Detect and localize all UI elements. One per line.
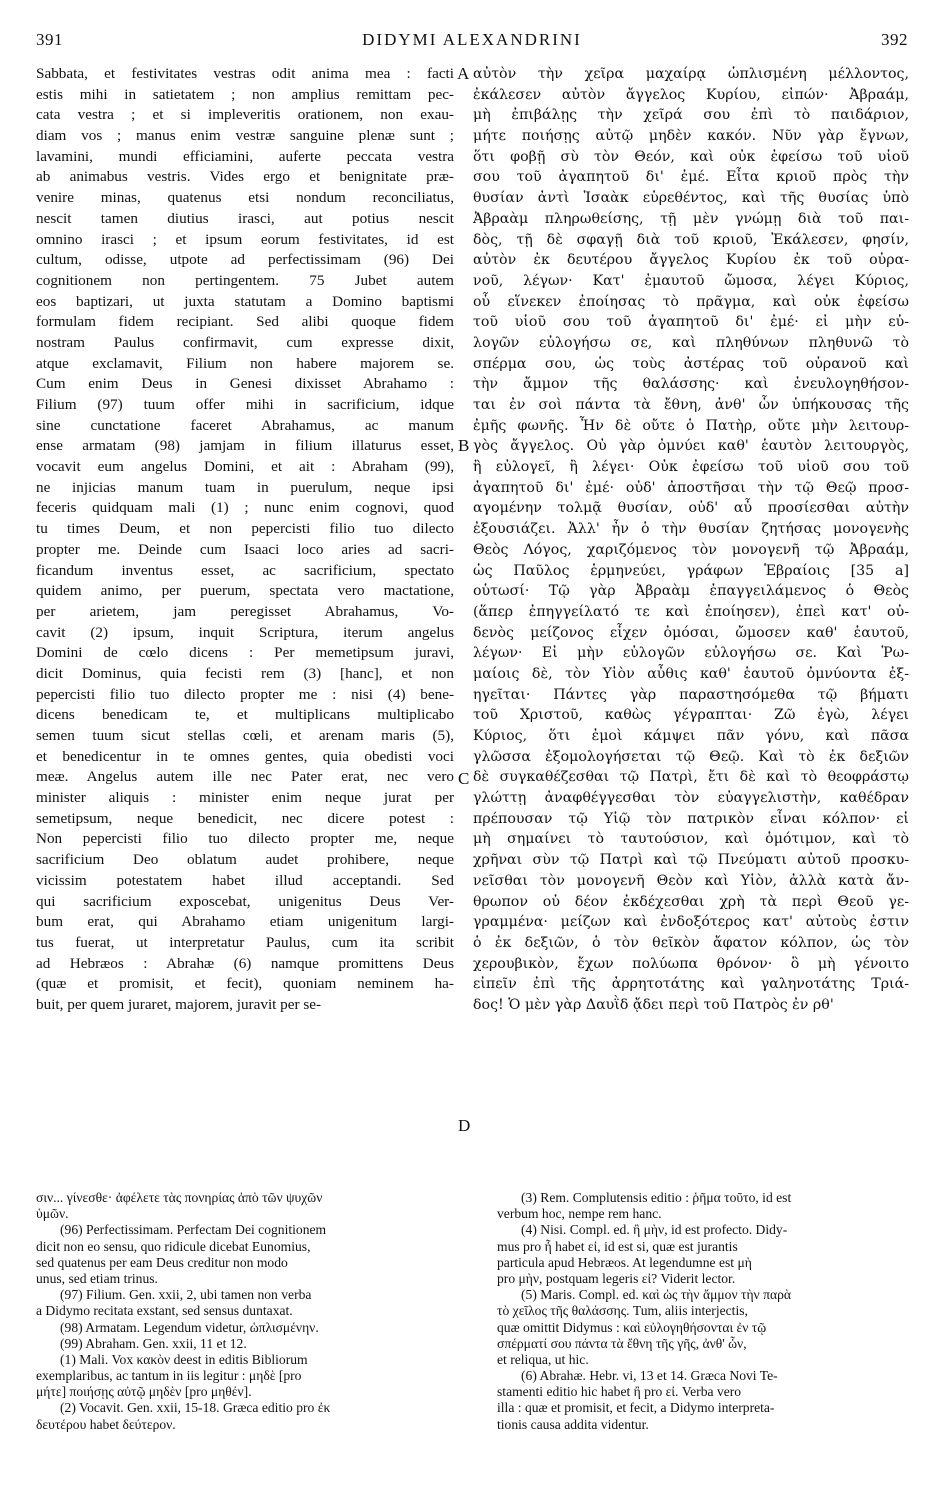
- text-line: qui sacrificium exposcebat, unigenitus Deus Ver-: [36, 892, 454, 910]
- text-line: νεῖσθαι τὸν μονογενῆ Θεὸν καὶ Υἱὸν, ἀλλὰ κατὰ ἄν-: [473, 872, 909, 889]
- text-line: sacrificium Deo oblatum audet prohibere, neque: [36, 851, 454, 869]
- text-line: cata vestra ; et si impleveritis orationem, non exau-: [36, 106, 454, 124]
- text-line: Θεὸς Λόγος, χαριζόμενος τὸν μονογενῆ τῷ Ἀβραάμ,: [473, 541, 909, 558]
- text-line: ἢ εὐλογεῖ, ἢ λέγει· Οὐκ ἐφείσω τοῦ υἱοῦ σου τοῦ: [473, 459, 909, 476]
- margin-marker-b: B: [458, 436, 470, 455]
- footnote-line: (5) Maris. Compl. ed. καὶ ὡς τὴν ἄμμον τὴν παρὰ: [521, 1287, 791, 1303]
- text-line: Ἀβραὰμ πληρωθείσης, τῇ μὲν γνώμῃ διὰ τοῦ παι-: [473, 210, 909, 227]
- text-line: θρωπον οὐ δέον ἐκδέχεσθαι χρὴ τὰ περὶ Θεοῦ γε-: [473, 893, 909, 910]
- text-line: venire minas, quatenus etsi nondum reconciliatus,: [36, 189, 454, 207]
- text-line: Domini de cœlo dicens : Per memetipsum juravi,: [36, 644, 454, 662]
- text-line: αὐτὸν τὴν χεῖρα μαχαίρᾳ ὡπλισμένη μέλλοντος,: [473, 66, 909, 82]
- text-line: semen tuum sicut stellas cœli, et arenam maris (5),: [36, 727, 454, 744]
- text-line: σπέρμα σου, ὡς τοὺς ἀστέρας τοῦ οὐρανοῦ καὶ: [473, 355, 909, 372]
- text-line: meæ. Angelus autem ille nec Pater erat, nec vero: [36, 768, 454, 786]
- footnote-line: et reliqua, ut hic.: [497, 1351, 589, 1367]
- text-line: quidem animo, per puerum, spectata vero mactatione,: [36, 582, 454, 600]
- text-line: nescit tamen diutius irasci, aut potius nescit: [36, 209, 454, 227]
- footnote-line: particula apud Hebræos. At legendumne est μὴ: [497, 1254, 752, 1270]
- text-line: cognitionem non pertingentem. 75 Jubet autem: [36, 271, 454, 289]
- footnote-line: mus pro ἦ habet εἰ, id est si, quæ est jurantis: [497, 1238, 738, 1254]
- text-line: vocavit eum angelus Domini, et ait : Abraham (99),: [36, 458, 454, 476]
- text-line: γλῶσσα ἐξομολογήσεται τῷ Θεῷ. Καὶ τὸ ἐκ δεξιῶν: [473, 748, 909, 765]
- text-line: δενὸς μείζονος εἶχεν ὀμόσαι, ὤμοσεν καθ' ἑαυτοῦ,: [473, 624, 909, 641]
- text-line: ὁ ἐκ δεξιῶν, ὁ τὸν θεῖκὸν ἄφατον κόλπον, ὡς τὸν: [473, 934, 909, 951]
- right-page-number: 392: [881, 30, 908, 49]
- text-line: formulam fidem recipiant. Sed alibi quoque fidem: [36, 313, 454, 331]
- text-line: ὡς Παῦλος ἑρμηνεύει, γράφων Ἑβραίοις [35 a]: [473, 562, 909, 579]
- text-line: minister aliquis : minister enim neque jurat per: [36, 789, 454, 807]
- footnote-line: (96) Perfectissimam. Perfectam Dei cognitionem: [60, 1222, 327, 1238]
- text-line: γὸς ἄγγελος. Οὐ γὰρ ὀμνύει καθ' ἑαυτὸν λειτουργὸς,: [473, 438, 909, 455]
- footnote-line: (1) Mali. Vox κακὸν deest in editis Bibliorum: [60, 1351, 308, 1367]
- text-line: πρέπουσαν τῷ Υἱῷ τὸν πατρικὸν εἶναι κόλπον· εἰ: [473, 810, 909, 827]
- footnote-line: exemplaribus, ac tantum in iis legitur : μηδὲ [pro: [36, 1368, 302, 1384]
- text-line: ηγεῖται· Πάντες γὰρ παραστησόμεθα τῷ βήματι: [473, 686, 909, 703]
- text-line: αὐτὸν ἐκ δευτέρου ἄγγελος Κυρίου ἐκ τοῦ οὐρα-: [473, 252, 909, 269]
- text-line: μὴ ἐπιβάλῃς τὴν χεῖρά σου ἐπὶ τὸ παιδάριον,: [473, 107, 909, 124]
- footnote-line: dicit non eo sensu, quo ridicule dicebat Eunomius,: [36, 1238, 311, 1254]
- text-line: vicissim potestatem habet illud acceptandi. Sed: [36, 871, 454, 889]
- footnote-line: verbum hoc, nempe rem hanc.: [497, 1206, 662, 1222]
- footnote-line: quæ omittit Didymus : καὶ εὐλογηθήσονται ἐν τῷ: [497, 1319, 767, 1335]
- footnote-line: σιν... γίνεσθε· ἀφέλετε τὰς πονηρίας ἀπὸ τῶν ψυχῶν: [36, 1190, 323, 1205]
- text-line: ἐξουσιάζει. Ἀλλ' ἦν ὁ τὴν θυσίαν ζητήσας μονογενὴς: [473, 521, 909, 538]
- text-line: propter me. Deinde cum Isaaci loco aries ad sacri-: [36, 540, 454, 558]
- page-header: [36, 30, 908, 54]
- left-page-number: 391: [36, 30, 63, 49]
- footnote-line: a Didymo recitata exstant, sed sensus duntaxat.: [36, 1303, 293, 1319]
- footnote-line: sed quatenus per eam Deus creditur non modo: [36, 1254, 288, 1270]
- text-line: τοῦ Χριστοῦ, καθὼς γέγραπται· Ζῶ ἐγὼ, λέγει: [473, 707, 909, 724]
- footnote-line: μήτε] ποιήσῃς αὐτῷ μηδὲν [pro μηθέν].: [36, 1384, 252, 1400]
- footnote-line: (99) Abraham. Gen. xxii, 11 et 12.: [60, 1335, 247, 1351]
- latin-text-column: [36, 64, 454, 1016]
- text-line: cavit (2) ipsum, inquit Scriptura, iterum angelus: [36, 623, 454, 641]
- footnotes-right: [497, 1190, 909, 1433]
- footnote-line: (4) Nisi. Compl. ed. ἢ μὴν, id est profecto. Didy-: [521, 1222, 788, 1238]
- footnote-line: (2) Vocavit. Gen. xxii, 15-18. Græca editio pro ἐκ: [60, 1400, 331, 1416]
- text-line: οὑτωσί· Τῷ γὰρ Ἀβραὰμ ἐπαγγειλάμενος ὁ Θεὸς: [473, 583, 909, 600]
- text-line: μήτε ποιήσῃς αὐτῷ μηδὲν κακόν. Νῦν γὰρ ἔγνων,: [473, 128, 909, 145]
- footnote-line: ὑμῶν.: [36, 1206, 69, 1222]
- text-line: μαίοις δὲ, τὸν Υἱὸν αὖθις καθ' ἑαυτοῦ ὀμνύοντα ἐξ-: [473, 665, 909, 682]
- text-line: ται ἐν σοὶ πάντα τὰ ἔθνη, ἀνθ' ὧν ὑπήκουσας τῆς: [473, 397, 909, 413]
- text-line: dicit Dominus, quia fecisti rem (3) [hanc], et non: [36, 664, 454, 682]
- text-line: ἐκάλεσεν αὐτὸν ἄγγελος Κυρίου, εἰπών· Ἀβραάμ,: [473, 86, 909, 103]
- text-line: ad Hebræos : Abrahæ (6) namque promittens Deus: [36, 954, 454, 972]
- text-line: ne injicias manum tuam in puerulum, neque ipsi: [36, 478, 454, 496]
- text-line: (ἅπερ ἐπηγγείλατό τε καὶ ἐποίησεν), ἐπεὶ κατ' οὐ-: [473, 603, 909, 620]
- text-line: χερουβικὸν, ἔχων πολύωπα θρόνον· ὃ μὴ γένοιτο: [473, 955, 909, 972]
- text-line: ficandum inventus esset, ac sacrificium, spectato: [36, 561, 454, 579]
- text-line: dicens benedicam te, et multiplicans multiplicabo: [36, 706, 454, 724]
- text-line: nostram Paulus confirmavit, cum expresse dixit,: [36, 333, 454, 351]
- text-line: δὸς, τῇ δὲ σφαγῇ διὰ τοῦ κριοῦ, Ἐκάλεσεν, φησίν,: [473, 231, 909, 248]
- text-line: Κύριος, ὅτι ἐμοὶ κάμψει πᾶν γόνυ, καὶ πᾶσα: [473, 728, 909, 744]
- text-line: sine cunctatione faceret Abrahamus, ac manum: [36, 416, 454, 434]
- footnotes-left: [36, 1190, 456, 1433]
- text-line: οὗ εἵνεκεν ἐποίησας τὸ πρᾶγμα, καὶ οὐκ ἐφείσω: [473, 293, 909, 310]
- text-line: ense armatam (98) jamjam in filium illaturus esset,: [36, 437, 454, 455]
- text-line: tu times Deum, et non pepercisti filio tuo dilecto: [36, 520, 454, 538]
- text-line: et benedicentur in te omnes gentes, quia obedisti voci: [36, 747, 454, 765]
- footnote-line: (6) Abrahæ. Hebr. vi, 13 et 14. Græca Novi Te-: [521, 1368, 778, 1384]
- text-line: Filium (97) tuum offer mihi in sacrificium, idque: [36, 396, 454, 413]
- text-line: νοῦ, λέγων· Κατ' ἐμαυτοῦ ὤμοσα, λέγει Κύριος,: [473, 272, 909, 289]
- text-line: εἰπεῖν ἐπὶ τῆς ἀρρητοτάτης καὶ γαληνοτάτης Τριά-: [473, 976, 909, 993]
- text-line: λέγων· Εἰ μὴν εὐλογῶν εὐλογήσω σε. Καὶ Ῥω-: [473, 645, 909, 662]
- text-line: atque exclamavit, Filium non habere majorem se.: [36, 354, 454, 372]
- footnote-line: unus, sed etiam trinus.: [36, 1270, 158, 1286]
- text-line: τὴν ἄμμον τῆς θαλάσσης· καὶ ἐνευλογηθήσον-: [473, 376, 909, 393]
- text-line: χρῆναι σὺν τῷ Πατρὶ καὶ τῷ Πνεύματι αὐτοῦ προσκυ-: [473, 852, 909, 869]
- text-line: estis mihi in satietatem ; non amplius remittam pec-: [36, 85, 454, 103]
- footnote-line: stamenti editio hic habet ἢ pro εἰ. Verba vero: [497, 1384, 742, 1400]
- text-line: bum erat, qui Abrahamo etiam unigenitum largi-: [36, 913, 454, 931]
- text-line: δος! Ὁ μὲν γὰρ Δαυῒδ ᾄδει περὶ τοῦ Πατρὸς ἐν ρθ': [473, 996, 834, 1013]
- text-line: θυσίαν ἀντὶ Ἰσαὰκ εὑρεθέντος, καὶ τῆς θυσίας ὑπὸ: [473, 190, 909, 207]
- text-line: ἐμῆς φωνῆς. Ἦν δὲ οὔτε ὁ Πατὴρ, οὔτε μὴν λειτουρ-: [473, 417, 909, 434]
- text-line: omnino irasci ; et ipsum eorum festivitates, id est: [36, 230, 454, 248]
- margin-marker-d: D: [458, 1116, 471, 1135]
- text-line: Sabbata, et festivitates vestras odit anima mea : facti: [36, 65, 454, 82]
- footnote-line: τὸ χεῖλος τῆς θαλάσσης. Tum, aliis interjectis,: [497, 1303, 748, 1319]
- text-line: buit, per quem juraret, majorem, juravit per se-: [36, 995, 322, 1013]
- footnote-line: δευτέρου habet δεύτερον.: [36, 1416, 176, 1432]
- footnote-line: (98) Armatam. Legendum videtur, ὡπλισμένην.: [60, 1319, 319, 1335]
- text-line: semetipsum, neque benedicit, nec dicere potest :: [36, 809, 454, 827]
- text-line: λογῶν εὐλογήσω σε, καὶ πληθύνων πληθυνῶ τὸ: [473, 334, 909, 351]
- margin-marker-c: C: [458, 769, 470, 788]
- text-line: feceris quidquam mali (1) ; nunc enim cognovi, quod: [36, 499, 454, 517]
- footnote-line: (97) Filium. Gen. xxii, 2, ubi tamen non verba: [60, 1287, 312, 1303]
- text-line: diam vos ; manus enim vestræ sanguine plenæ sunt ;: [36, 127, 454, 145]
- text-line: μὴ σημαίνει τὸ ταυτούσιον, καὶ ὁμότιμον, καὶ τὸ: [473, 831, 909, 848]
- margin-marker-a: A: [457, 64, 470, 83]
- running-title: DIDYMI ALEXANDRINI: [362, 30, 582, 49]
- text-line: (quæ et promisit, et fecit), quoniam neminem ha-: [36, 975, 454, 993]
- text-line: ὅτι φοβῇ σὺ τὸν Θεόν, καὶ οὐκ ἐφείσω τοῦ υἱοῦ: [473, 148, 909, 165]
- text-line: pepercisti filio tuo dilecto propter me : nisi (4) bene-: [36, 685, 454, 703]
- text-line: lavamini, mundi efficiamini, auferte peccata vestra: [36, 147, 454, 165]
- text-line: per arietem, jam peregisset Abrahamus, Vo-: [36, 602, 454, 620]
- text-line: αγομένην τολμᾷ θυσίαν, οὐδ' αὖ προσίεσθαι αὐτὴν: [473, 500, 909, 517]
- text-line: δὲ συγκαθέζεσθαι τῷ Πατρὶ, ἔτι δὲ καὶ τὸ θεοφράστῳ: [473, 769, 909, 786]
- footnote-line: σπέρματί σου πάντα τὰ ἔθνη τῆς γῆς, ἀνθ' ὧν,: [497, 1335, 747, 1351]
- text-line: σου τοῦ ἀγαπητοῦ δι' ἐμέ. Εἶτα κριοῦ πρὸς τὴν: [473, 169, 909, 186]
- text-line: cultum, odisse, utpote ad perfectissimam (96) Dei: [36, 251, 454, 269]
- text-line: γλώττῃ ἀναφθέγγεσθαι τὸν εὐαγγελιστὴν, καθέδραν: [473, 790, 909, 807]
- footnote-line: tionis causa addita videntur.: [497, 1416, 649, 1432]
- text-line: tus fuerat, ut interpretatur Paulus, cum ita scribit: [36, 933, 454, 951]
- text-line: ab animabus vestris. Vides ergo et benignitate præ-: [36, 168, 454, 186]
- footnote-line: illa : quæ et promisit, et fecit, a Didymo interpreta-: [497, 1400, 775, 1416]
- text-line: γραμμένα· μείζων καὶ ἐνδοξότερος κατ' αὐτοὺς ἐστιν: [473, 914, 909, 931]
- text-line: Non pepercisti filio tuo dilecto propter me, neque: [36, 830, 454, 848]
- greek-text-column: [473, 64, 909, 1016]
- footnote-line: pro μὴν, postquam legeris εἰ? Viderit lector.: [497, 1270, 736, 1286]
- footnote-line: (3) Rem. Complutensis editio : ῥῆμα τοῦτο, id est: [521, 1190, 792, 1205]
- text-line: τοῦ υἱοῦ σου τοῦ ἀγαπητοῦ δι' ἐμέ· εἰ μὴν εὐ-: [473, 314, 909, 331]
- text-line: ἀγαπητοῦ δι' ἐμέ· οὐδ' ἀποστῆσαι τὴν τῷ Θεῷ προσ-: [473, 479, 909, 496]
- text-line: eos baptizari, ut juxta statutam a Domino baptismi: [36, 292, 454, 310]
- text-line: Cum enim Deus in Genesi dixisset Abrahamo :: [36, 375, 454, 393]
